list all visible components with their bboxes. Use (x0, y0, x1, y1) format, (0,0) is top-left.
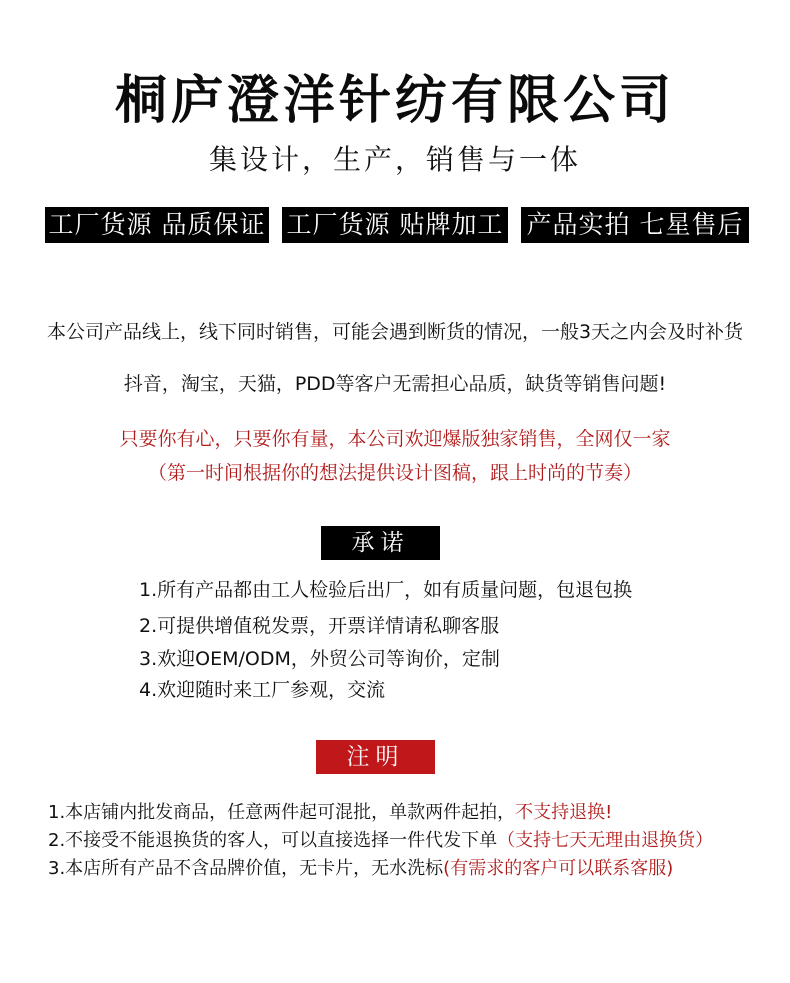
promise-item: 2.可提供增值税发票，开票详情请私聊客服 (139, 615, 500, 637)
company-subtitle: 集设计，生产，销售与一体 (208, 143, 581, 176)
intro-line-exclusive: 只要你有心，只要你有量，本公司欢迎爆版独家销售，全网仅一家 (119, 428, 671, 450)
notice-item (48, 800, 612, 826)
promise-item: 3.欢迎OEM/ODM，外贸公司等询价，定制 (139, 648, 500, 670)
tag-factory-oem: 工厂货源 贴牌加工 (282, 207, 508, 243)
notice-item-text: 2.不接受不能退换货的客人，可以直接选择一件代发下单 (48, 830, 498, 851)
intro-line-design: （第一时间根据你的想法提供设计图稿，跟上时尚的节奏） (147, 462, 642, 484)
notice-item (48, 856, 673, 882)
intro-line-restock: 本公司产品线上，线下同时销售，可能会遇到断货的情况，一般3天之内会及时补货 (46, 321, 744, 343)
promise-item: 4.欢迎随时来工厂参观，交流 (139, 679, 386, 701)
company-title: 桐庐澄洋针纺有限公司 (114, 71, 675, 131)
tag-photos-service: 产品实拍 七星售后 (521, 207, 749, 243)
tag-factory-quality: 工厂货源 品质保证 (45, 207, 269, 243)
intro-line-platforms: 抖音，淘宝，天猫，PDD等客户无需担心品质，缺货等销售问题! (123, 373, 667, 395)
notice-item-highlight: (有需求的客户可以联系客服) (443, 858, 674, 879)
notice-heading: 注明 (316, 740, 435, 774)
notice-item (48, 828, 713, 854)
promise-item: 1.所有产品都由工人检验后出厂，如有质量问题，包退包换 (139, 579, 633, 601)
notice-item-highlight: 不支持退换! (515, 802, 613, 823)
promise-heading: 承诺 (321, 526, 440, 560)
notice-item-text: 3.本店所有产品不含品牌价值，无卡片，无水洗标 (48, 858, 444, 879)
notice-item-highlight: （支持七天无理由退换货） (497, 830, 714, 851)
notice-item-text: 1.本店铺内批发商品，任意两件起可混批，单款两件起拍， (48, 802, 516, 823)
